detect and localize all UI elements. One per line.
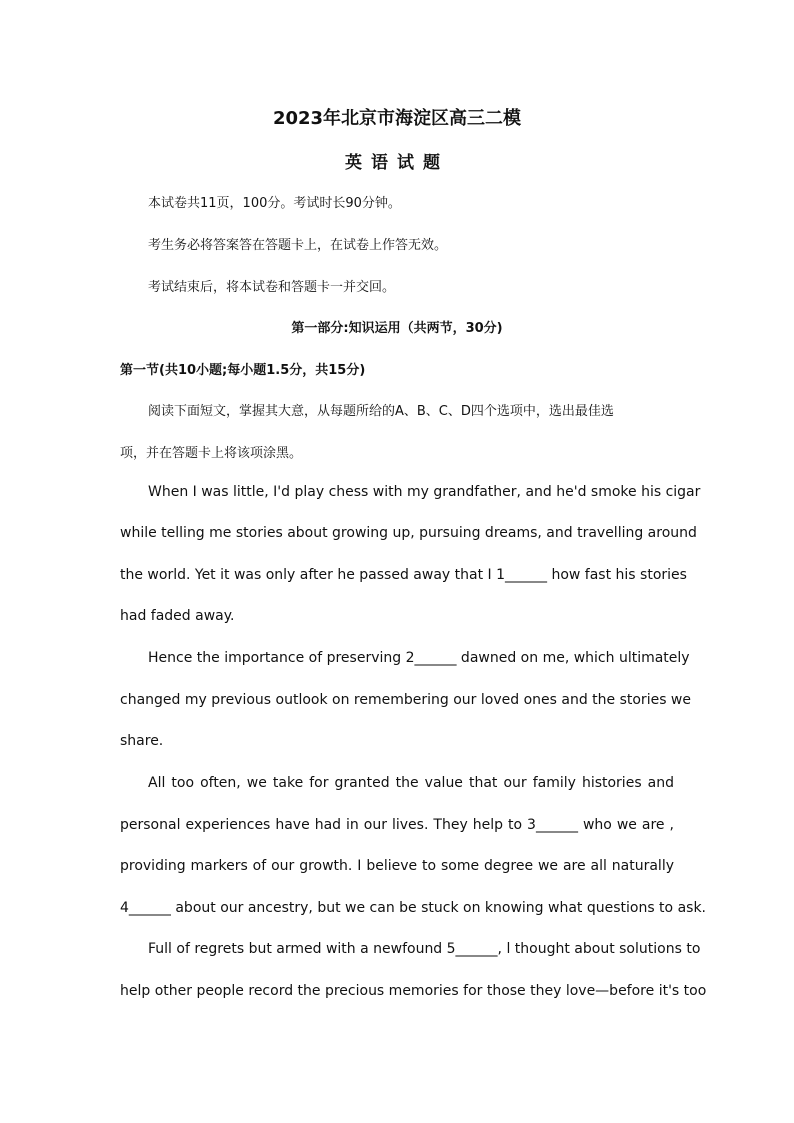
passage-line: changed my previous outlook on remembering our loved ones and the stories we: [120, 692, 691, 708]
directions-line: 项，并在答题卡上将该项涂黑。: [120, 446, 303, 461]
passage-line: 4______ about our ancestry, but we can be stuck on knowing what questions to ask.: [120, 900, 706, 916]
instruction-line: 考生务必将答案答在答题卡上，在试卷上作答无效。: [148, 238, 448, 253]
passage-line: providing markers of our growth. I believe to some degree we are all naturally: [120, 858, 674, 874]
instruction-line: 本试卷共11页，100分。考试时长90分钟。: [148, 196, 401, 211]
section-heading: 第一节(共10小题;每小题1.5分，共15分): [120, 363, 366, 378]
passage-line: All too often, we take for granted the value that our family histories and: [148, 775, 674, 791]
passage-line: personal experiences have had in our lives. They help to 3______ who we are ,: [120, 817, 674, 833]
directions-line: 阅读下面短文，掌握其大意，从每题所给的A、B、C、D四个选项中，选出最佳选: [148, 404, 614, 419]
passage-line: while telling me stories about growing up, pursuing dreams, and travelling around: [120, 525, 697, 541]
passage-line: had faded away.: [120, 608, 235, 624]
passage-line: the world. Yet it was only after he passed away that I 1______ how fast his stories: [120, 567, 687, 583]
passage-line: help other people record the precious memories for those they love—before it's too: [120, 983, 707, 999]
passage-line: Hence the importance of preserving 2______ dawned on me, which ultimately: [148, 650, 690, 666]
passage-line: share.: [120, 733, 164, 749]
part-heading: 第一部分:知识运用（共两节，30分): [291, 321, 503, 336]
instruction-line: 考试结束后，将本试卷和答题卡一并交回。: [148, 280, 396, 295]
passage-line: When I was little, I'd play chess with my grandfather, and he'd smoke his cigar: [148, 484, 701, 500]
exam-title: 2023年北京市海淀区高三二模: [272, 108, 522, 129]
passage-line: Full of regrets but armed with a newfound 5______, l thought about solutions to: [148, 941, 701, 957]
subject-title: 英语试题: [345, 153, 449, 173]
